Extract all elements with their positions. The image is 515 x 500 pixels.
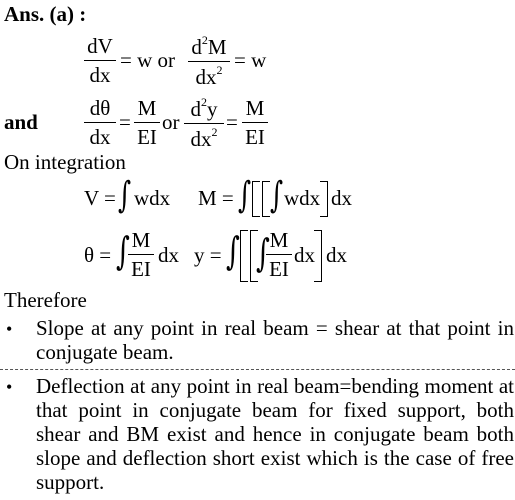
integral-sign-v: ∫ bbox=[118, 175, 132, 216]
bullet-symbol: • bbox=[6, 319, 13, 339]
left-bracket-m-inner bbox=[262, 181, 270, 217]
integral-sign-m-inner: ∫ bbox=[270, 175, 284, 216]
eq2-or-text: or bbox=[162, 110, 180, 134]
m-lhs: M = bbox=[198, 186, 234, 210]
integral-sign-theta: ∫ bbox=[116, 229, 130, 273]
fraction-d2y-dx2: $d^2y$ $dx^2$ bbox=[184, 98, 224, 150]
right-bracket-m bbox=[320, 181, 328, 217]
bullet-symbol: • bbox=[6, 377, 13, 397]
fraction-dtheta-dx: dθ dx bbox=[84, 98, 116, 148]
y-lhs: y = bbox=[194, 243, 222, 267]
right-bracket-y bbox=[314, 230, 322, 282]
integral-sign-m-outer: ∫ bbox=[238, 175, 252, 216]
divider bbox=[0, 369, 515, 370]
fraction-theta-m-ei: M EI bbox=[128, 230, 154, 280]
fraction-m-ei-2: M EI bbox=[242, 98, 268, 148]
theta-lhs: θ = bbox=[84, 243, 112, 267]
theta-dx: dx bbox=[158, 243, 179, 267]
left-bracket-y-outer bbox=[240, 230, 248, 282]
m-outer-dx: dx bbox=[331, 186, 352, 210]
integral-sign-y-inner: ∫ bbox=[256, 231, 270, 275]
therefore-label: Therefore bbox=[4, 288, 87, 312]
eq2-equals-a: = bbox=[119, 110, 131, 134]
v-lhs: V = bbox=[84, 186, 116, 210]
y-outer-dx: dx bbox=[326, 243, 347, 267]
y-inner-dx: dx bbox=[294, 243, 315, 267]
left-bracket-m-outer bbox=[252, 181, 260, 217]
v-integrand: wdx bbox=[134, 186, 171, 210]
eq2-equals-b: = bbox=[226, 110, 238, 134]
on-integration-label: On integration bbox=[4, 150, 126, 174]
fraction-y-m-ei: M EI bbox=[266, 230, 292, 280]
fraction-d2m-dx2: $d^2M$ $dx^2$ bbox=[188, 36, 230, 88]
eq1-tail-text: = w bbox=[234, 48, 267, 72]
integral-sign-y-outer: ∫ bbox=[226, 229, 240, 273]
fraction-dv-dx: dV dx bbox=[84, 36, 116, 86]
fraction-m-ei-1: M EI bbox=[134, 98, 160, 148]
and-label: and bbox=[4, 110, 38, 134]
m-inner-integrand: wdx bbox=[284, 186, 321, 210]
answer-label: Ans. (a) : bbox=[4, 2, 87, 26]
bullet-text: Slope at any point in real beam = shear at that point in conjugate beam. bbox=[36, 316, 514, 364]
eq1-middle-text: = w or bbox=[120, 48, 176, 72]
bullet-text: Deflection at any point in real beam=bending moment at that point in conjugate beam for fixed support, both shear and BM exist and hence in conjugate beam both slope and deflection short exist which is the case of free support. bbox=[36, 374, 514, 494]
